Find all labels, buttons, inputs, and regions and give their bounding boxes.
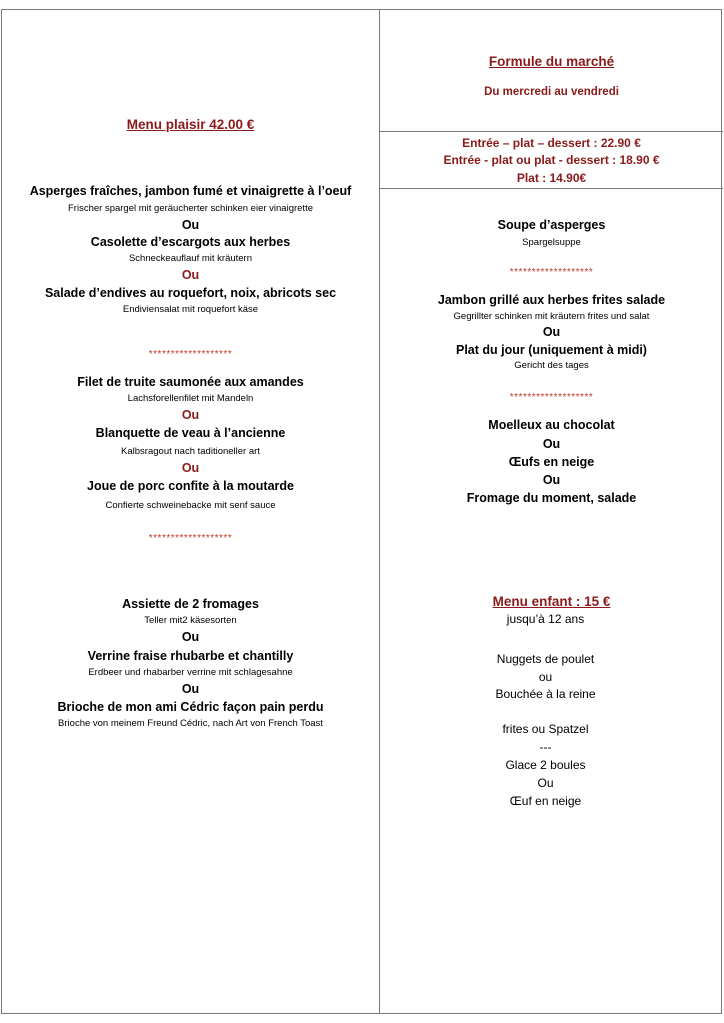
starter-1-de: Frischer spargel mit geräucherter schinken eier vinaigrette xyxy=(68,203,313,214)
divider-stars: ******************* xyxy=(509,267,594,278)
main-3: Joue de porc confite à la moutarde xyxy=(87,479,294,493)
main-3-de: Confierte schweinebacke mit senf sauce xyxy=(105,500,276,511)
or-separator: Ou xyxy=(542,473,561,487)
formule-main-2: Plat du jour (uniquement à midi) xyxy=(456,343,647,357)
starter-2-de: Schneckeauflauf mit kräutern xyxy=(128,253,253,264)
formule-dessert: Œufs en neige xyxy=(508,455,595,469)
right-column xyxy=(381,0,722,1014)
menu-enfant-title: Menu enfant : 15 € xyxy=(492,594,611,609)
formule-dessert: Moelleux au chocolat xyxy=(488,418,615,432)
kids-item: Glace 2 boules xyxy=(505,758,586,772)
price-line: Entrée - plat ou plat - dessert : 18.90 € xyxy=(443,153,660,167)
starter-1: Asperges fraîches, jambon fumé et vinaigrette à l’oeuf xyxy=(29,184,352,198)
price-line: Entrée – plat – dessert : 22.90 € xyxy=(462,136,641,150)
formule-starter-de: Spargelsuppe xyxy=(522,237,581,248)
main-1-de: Lachsforellenfilet mit Mandeln xyxy=(127,393,254,404)
divider-stars: ******************* xyxy=(148,533,233,544)
or-separator: Ou xyxy=(181,408,200,422)
kids-item: Nuggets de poulet xyxy=(496,652,595,666)
dessert-1-de: Teller mit2 käsesorten xyxy=(144,615,237,626)
or-separator: Ou xyxy=(181,461,200,475)
or-separator: Ou xyxy=(181,268,200,282)
column-divider xyxy=(379,9,380,1014)
starter-3: Salade d’endives au roquefort, noix, abricots sec xyxy=(44,286,337,300)
dessert-2: Verrine fraise rhubarbe et chantilly xyxy=(87,649,294,663)
formule-main-1-de: Gegrillter schinken mit kräutern frites und salat xyxy=(453,311,650,322)
divider-stars: ******************* xyxy=(148,349,233,360)
dessert-3-de: Brioche von meinem Freund Cédric, nach Art von French Toast xyxy=(58,718,323,729)
dessert-1: Assiette de 2 fromages xyxy=(122,597,259,611)
main-2-de: Kalbsragout nach taditioneller art xyxy=(121,446,260,457)
left-column xyxy=(2,0,379,1014)
formule-dessert: Fromage du moment, salade xyxy=(466,491,637,505)
or-separator: Ou xyxy=(181,682,200,696)
or-separator: Ou xyxy=(542,437,561,451)
main-1: Filet de truite saumonée aux amandes xyxy=(77,375,304,389)
or-separator: Ou xyxy=(181,218,200,232)
divider-stars: ******************* xyxy=(509,392,594,403)
kids-item: Bouchée à la reine xyxy=(495,687,596,701)
kids-item: frites ou Spatzel xyxy=(502,722,589,736)
formule-title: Formule du marché xyxy=(488,54,615,69)
or-separator: Ou xyxy=(181,630,200,644)
formule-main-2-de: Gericht des tages xyxy=(514,360,589,371)
price-line: Plat : 14.90€ xyxy=(516,171,587,185)
kids-divider: --- xyxy=(539,740,552,754)
formule-main-1: Jambon grillé aux herbes frites salade xyxy=(437,293,666,307)
starter-3-de: Endiviensalat mit roquefort käse xyxy=(122,304,259,315)
kids-or: ou xyxy=(538,670,553,684)
kids-item: Œuf en neige xyxy=(509,794,582,808)
starter-2: Casolette d’escargots aux herbes xyxy=(90,235,291,249)
dessert-2-de: Erdbeer und rhabarber verrine mit schlagesahne xyxy=(88,667,293,678)
dessert-3: Brioche de mon ami Cédric façon pain perdu xyxy=(57,700,324,714)
formule-starter: Soupe d’asperges xyxy=(497,218,606,232)
main-2: Blanquette de veau à l’ancienne xyxy=(95,426,286,440)
menu-enfant-age: jusqu’à 12 ans xyxy=(506,612,585,626)
formule-subtitle: Du mercredi au vendredi xyxy=(484,86,619,98)
menu-plaisir-title: Menu plaisir 42.00 € xyxy=(126,117,255,132)
or-separator: Ou xyxy=(542,325,561,339)
kids-or: Ou xyxy=(537,776,554,790)
